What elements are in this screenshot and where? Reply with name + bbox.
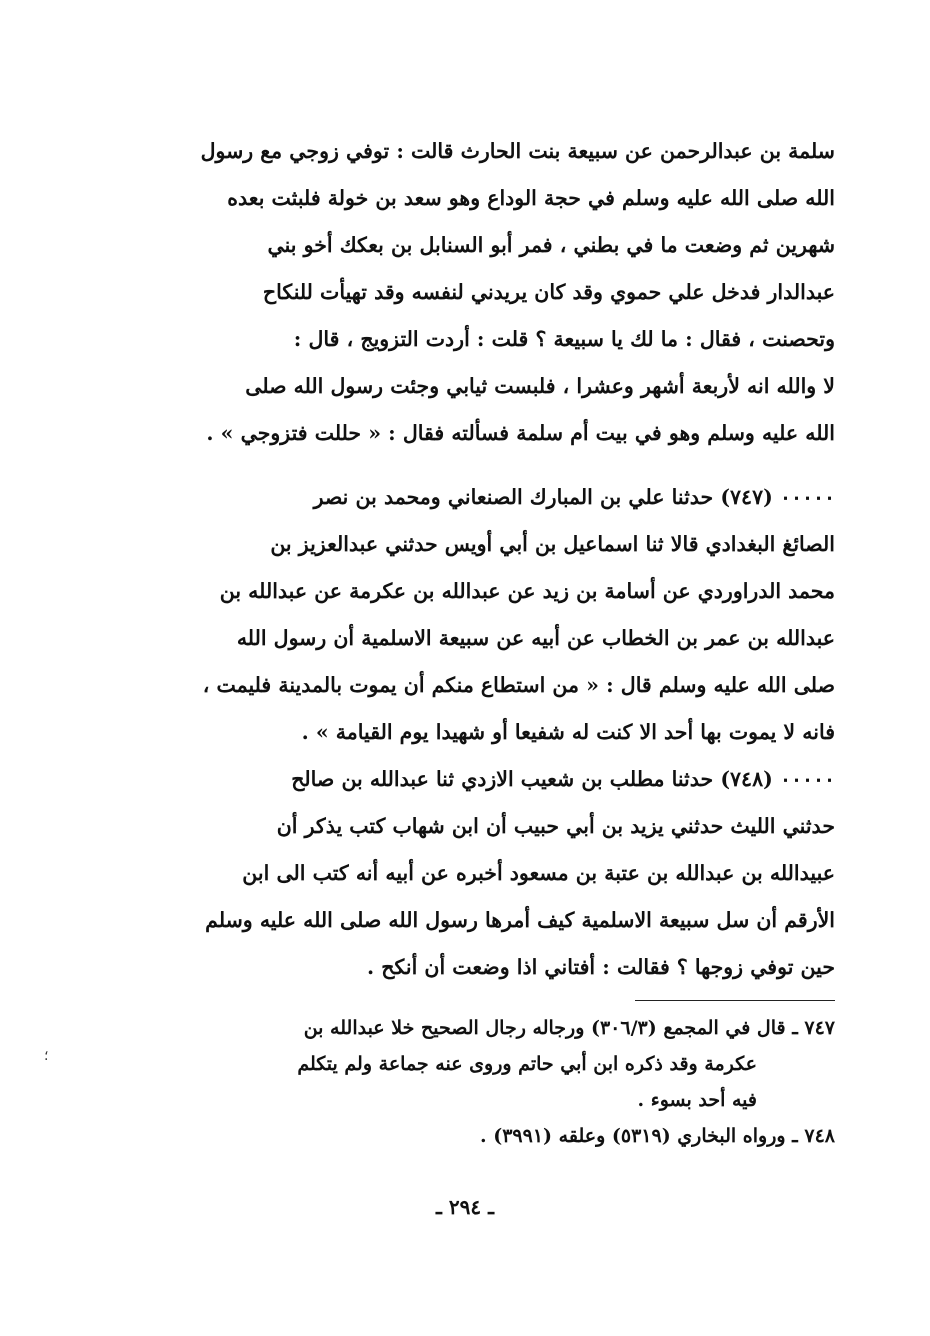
text-line: محمد الدراوردي عن أسامة بن زيد عن عبدالله بن عكرمة عن عبدالله بن (219, 579, 835, 603)
text-line: وتحصنت ، فقال : ما لك يا سبيعة ؟ قلت : أردت التزويج ، قال : (293, 327, 835, 351)
footnote-separator (635, 1000, 835, 1001)
margin-mark: ؛ (44, 1048, 49, 1064)
footnote-748: ٧٤٨ ـ ورواه البخاري (٥٣١٩) وعلقه (٣٩٩١) . (479, 1125, 835, 1147)
footnote-747: ٧٤٧ ـ قال في المجمع (٣٠٦/٣) ورجاله رجال الصحيح خلا عبدالله بن (303, 1017, 835, 1039)
footnote-747-continuation: عكرمة وقد ذكره ابن أبي حاتم وروى عنه جماعة ولم يتكلم (297, 1053, 757, 1075)
text-line: لا والله انه لأربعة أشهر وعشرا ، فلبست ثيابي وجئت رسول الله صلى (245, 374, 835, 398)
text-line: الصائغ البغدادي قالا ثنا اسماعيل بن أبي أويس حدثني عبدالعزيز بن (270, 532, 835, 556)
hadith-paragraph-747 (135, 474, 835, 756)
text-line: فانه لا يموت بها أحد الا كنت له شفيعا أو شهيدا يوم القيامة » . (301, 720, 835, 744)
text-line: عبدالله بن عمر بن الخطاب عن أبيه عن سبيعة الاسلمية أن رسول الله (236, 626, 835, 650)
hadith-paragraph-748 (135, 756, 835, 991)
text-line: ٠٠٠٠٠ (٧٤٨) حدثنا مطلب بن شعيب الازدي ثنا عبدالله بن صالح (291, 767, 835, 791)
text-line: حين توفي زوجها ؟ فقالت : أفتاني اذا وضعت أن أنكح . (367, 955, 835, 979)
footnotes (135, 1010, 835, 1154)
text-line: عبدالدار فدخل علي حموي وقد كان يريدني لنفسه وقد تهيأت للنكاح (262, 280, 835, 304)
text-line: حدثني الليث حدثني يزيد بن أبي حبيب أن ابن شهاب كتب يذكر أن (276, 814, 835, 838)
text-line: الله عليه وسلم وهو في بيت أم سلمة فسألته فقال : « حللت فتزوجي » . (206, 421, 835, 445)
text-line: الله صلى الله عليه وسلم في حجة الوداع وهو سعد بن خولة فلبثت بعده (227, 186, 835, 210)
page-number: ـ ٢٩٤ ـ (436, 1195, 494, 1219)
text-line: الأرقم أن سل سبيعة الاسلمية كيف أمرها رسول الله صلى الله عليه وسلم (205, 908, 835, 932)
text-line: سلمة بن عبدالرحمن عن سبيعة بنت الحارث قالت : توفي زوجي مع رسول (200, 139, 835, 163)
text-line: ٠٠٠٠٠ (٧٤٧) حدثنا علي بن المبارك الصنعاني ومحمد بن نصر (313, 485, 835, 509)
footnote-747-continuation: فيه أحد بسوء . (637, 1089, 757, 1111)
text-line: شهرين ثم وضعت ما في بطني ، فمر أبو السنابل بن بعكك أخو بني (267, 233, 835, 257)
text-line: صلى الله عليه وسلم قال : « من استطاع منكم أن يموت بالمدينة فليمت ، (202, 673, 835, 697)
text-line: عبيدالله بن عبدالله بن عتبة بن مسعود أخبره عن أبيه أنه كتب الى ابن (242, 861, 835, 885)
hadith-paragraph-1 (135, 128, 835, 457)
